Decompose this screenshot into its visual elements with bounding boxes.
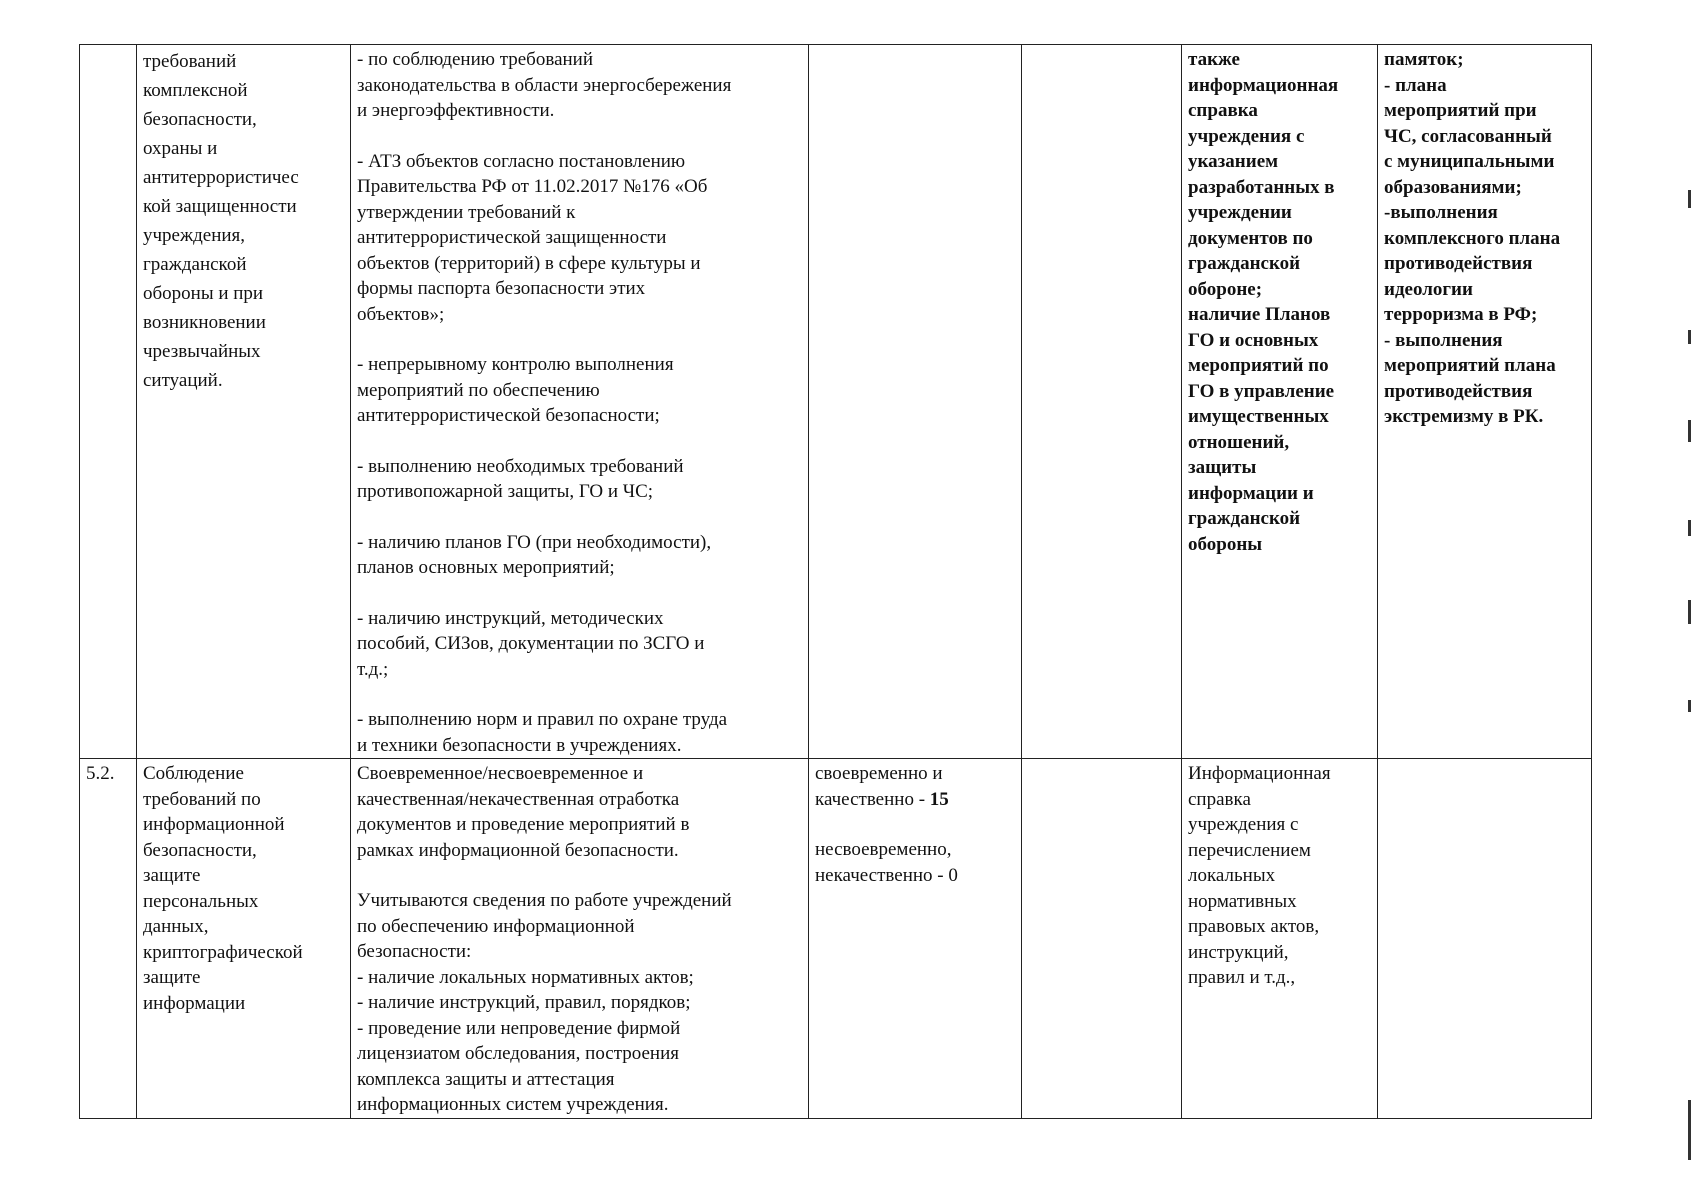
row-number: 5.2. [86,763,115,784]
scan-edge-marks [1688,0,1696,1200]
paragraph [357,761,802,863]
notes-cell [1378,759,1592,1119]
text-line: информации [143,992,246,1014]
text-line: комплексного плана [1384,227,1561,249]
text-line: ГО и основных [1188,329,1319,351]
text-line: данных, [143,916,209,937]
text-line: утверждении требований к [357,201,576,223]
text-line: правил и т.д., [1188,967,1296,988]
text-line: обороны и при [143,283,264,304]
text-line: также [1188,49,1240,70]
score-value: 15 [929,788,949,810]
text-line: формы паспорта безопасности этих [357,278,646,299]
text-line: безопасности, [143,109,257,130]
text-line: мероприятий при [1384,100,1537,121]
text-line: ситуаций. [143,370,223,391]
text-line: учреждения с [1188,814,1299,835]
text-line: памяток; [1384,49,1464,70]
text-line: и энергоэффективности. [357,100,555,121]
text-line: учреждении [1188,202,1292,223]
text-line: - наличие инструкций, правил, порядков; [357,992,691,1013]
paragraph [357,530,802,581]
text-line: и техники безопасности в учреждениях. [357,734,682,756]
text-line: законодательства в области энергосбережения [357,74,732,96]
text-line: т.д.; [357,658,389,680]
text-line: - выполнению норм и правил по охране труда [357,709,728,730]
text-line: с муниципальными [1384,151,1555,172]
text-line: мероприятий по обеспечению [357,379,600,401]
text-line: несвоевременно, [815,839,952,860]
text-line: локальных [1188,865,1276,886]
text-line: гражданской [143,254,247,275]
text-line: перечислением [1188,839,1311,861]
text-line: защите [143,967,201,988]
row-number-cell [80,45,137,759]
paragraph [357,149,802,328]
paragraph [357,606,802,683]
text-line: терроризма в РФ; [1384,304,1538,325]
criterion-description-cell [351,759,809,1119]
text-line: - по соблюдению требований [357,49,594,70]
text-line: гражданской [1188,508,1301,529]
text-line: идеологии [1384,278,1473,300]
text-line: по обеспечению информационной [357,915,635,937]
text-line: ЧС, согласованный [1384,125,1552,147]
text-line: - плана [1384,74,1447,96]
score-option [815,837,1015,888]
text-line: указанием [1188,151,1279,172]
text-line: противодействия [1384,380,1533,402]
paragraph [357,888,802,1118]
text-line: отношений, [1188,431,1290,453]
text-line: лицензиатом обследования, построения [357,1043,680,1064]
table-row [80,45,1592,759]
paragraph [357,454,802,505]
text-line: обороны [1188,533,1263,555]
row-number-cell [80,759,137,1119]
paragraph [357,47,802,124]
text-line: экстремизму в РК. [1384,406,1544,427]
text-line: - наличие локальных нормативных актов; [357,966,694,988]
table-row [80,759,1592,1119]
text-line: справка [1188,788,1251,810]
text-line: имущественных [1188,406,1329,427]
empty-cell [1022,45,1182,759]
text-line: - наличию инструкций, методических [357,607,664,629]
text-line: Правительства РФ от 11.02.2017 №176 «Об [357,176,708,197]
text-line: инструкций, [1188,941,1289,963]
text-line: рамках информационной безопасности. [357,839,679,861]
criteria-table [79,44,1592,1119]
criterion-description-cell [351,45,809,759]
text-line: информационных систем учреждения. [357,1094,669,1115]
text-line: ГО в управление [1188,380,1335,402]
text-line: Своевременное/несвоевременное и [357,763,644,784]
supporting-documents-cell [1182,759,1378,1119]
score-cell [809,759,1022,1119]
text-line: объектов (территорий) в сфере культуры и [357,252,701,274]
text-line: защите [143,865,201,886]
text-line: защиты [1188,457,1257,478]
text-line: нормативных [1188,890,1297,912]
text-line: наличие Планов [1188,304,1331,325]
text-line: комплексной [143,80,248,101]
text-line: учреждения, [143,225,246,246]
text-line: антитеррористичес [143,167,299,188]
score-cell [809,45,1022,759]
text-line: - проведение или непроведение фирмой [357,1017,681,1039]
text-line: - выполнения [1384,329,1503,351]
text-line: Информационная [1188,763,1331,784]
text-line: возникновении [143,312,266,333]
text-line: - непрерывному контролю выполнения [357,354,674,375]
text-line: противопожарной защиты, ГО и ЧС; [357,481,654,502]
text-line: безопасности: [357,941,472,962]
notes-cell [1378,45,1592,759]
score-option [815,761,1015,812]
text-line: - АТЗ объектов согласно постановлению [357,150,686,172]
text-line: образованиями; [1384,176,1522,198]
text-line: разработанных в [1188,176,1335,198]
text-line: своевременно и [815,763,943,784]
text-line: охраны и [143,138,218,159]
text-line: некачественно - 0 [815,864,958,886]
text-line: гражданской [1188,253,1301,274]
text-line: объектов»; [357,303,445,325]
text-line: противодействия [1384,253,1533,274]
text-line: антитеррористической безопасности; [357,405,660,426]
text-line: качественная/некачественная отработка [357,788,680,810]
text-line: Учитываются сведения по работе учреждений [357,890,732,911]
paragraph [357,707,802,758]
text-line: - наличию планов ГО (при необходимости), [357,531,712,553]
empty-cell [1022,759,1182,1119]
text-line: информационная [1188,74,1339,96]
text-line: информации и [1188,482,1314,504]
text-line: -выполнения [1384,202,1498,223]
text-line: криптографической [143,941,303,963]
criterion-name-cell [137,45,351,759]
text-line: требований по [143,788,261,810]
text-line: персональных [143,890,259,912]
text-line: безопасности, [143,839,257,861]
text-line: правовых актов, [1188,916,1320,937]
text-line: качественно - 15 [815,788,949,810]
paragraph [357,352,802,429]
text-line: документов по [1188,227,1313,249]
text-line: комплекса защиты и аттестация [357,1068,615,1090]
text-line: справка [1188,100,1258,121]
text-line: кой защищенности [143,196,297,217]
text-line: требований [143,51,237,72]
text-line: информационной [143,814,285,835]
text-line: чрезвычайных [143,341,261,362]
text-line: мероприятий плана [1384,355,1556,376]
text-line: - выполнению необходимых требований [357,455,684,477]
text-line: мероприятий по [1188,355,1329,376]
text-line: планов основных мероприятий; [357,557,615,578]
text-line: учреждения с [1188,125,1305,147]
text-line: обороне; [1188,278,1263,300]
text-line: антитеррористической защищенности [357,227,667,248]
text-line: пособий, СИЗов, документации по ЗСГО и [357,633,705,654]
text-line: документов и проведение мероприятий в [357,814,690,835]
criterion-name-cell [137,759,351,1119]
supporting-documents-cell [1182,45,1378,759]
text-line: Соблюдение [143,763,244,784]
